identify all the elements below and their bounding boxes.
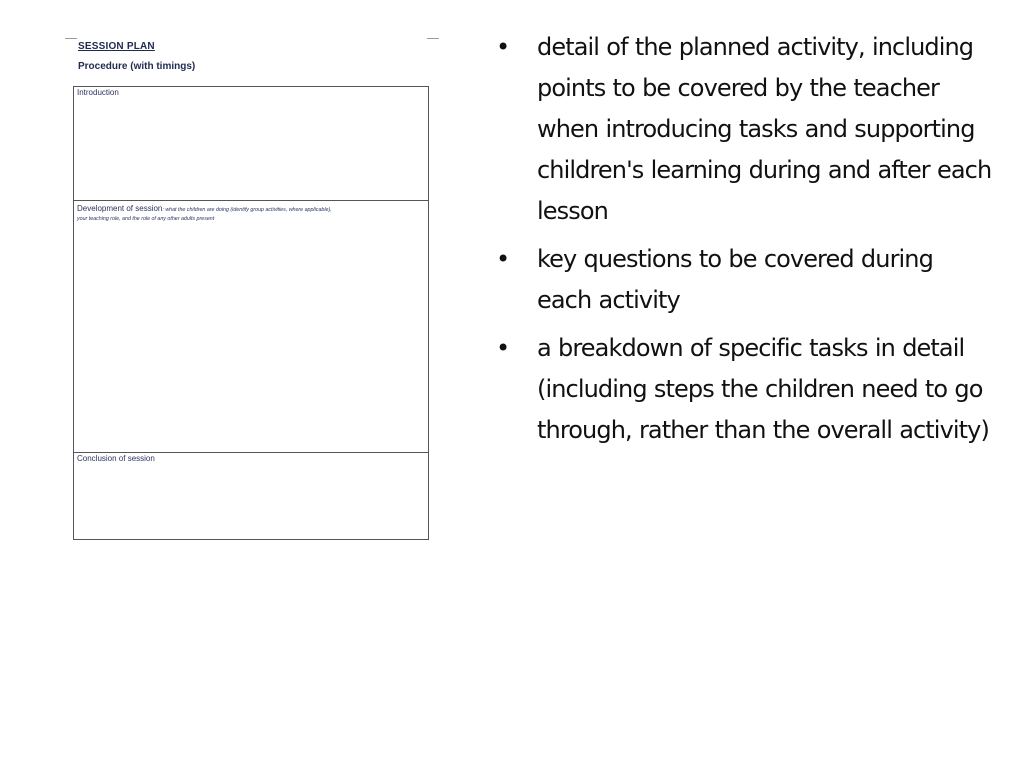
list-item [496,328,1008,451]
bullet-marker: • [496,334,511,362]
list-item [496,27,1008,232]
introduction-label: Introduction [77,88,119,97]
bullet-marker: • [496,245,511,273]
bullet-list [496,27,1008,458]
bullet-text: key questions to be covered during each activity [537,245,933,314]
crop-mark [427,38,439,39]
conclusion-section [74,453,428,539]
session-plan-subtitle: Procedure (with timings) [78,61,196,72]
conclusion-label: Conclusion of session [77,454,155,463]
development-heading [77,202,425,215]
crop-mark [65,38,77,39]
bullet-text: detail of the planned activity, including points to be covered by the teacher when introducing tasks and supporting children's learning during and after each lesson [537,33,992,225]
development-note-continued: your teaching role, and the role of any other adults present [77,216,215,222]
bullet-text: a breakdown of specific tasks in detail (including steps the children need to go through, rather than the overall activity) [537,334,989,444]
development-label: Development of session [77,204,163,213]
bullet-marker: • [496,33,511,61]
session-plan-document [62,34,442,544]
list-item [496,239,1008,321]
development-section [74,201,428,453]
introduction-section [74,87,428,201]
session-plan-table [73,86,429,540]
session-plan-title: SESSION PLAN [78,41,155,52]
development-note: : what the children are doing (identify group activities, where applicable), [162,207,332,213]
